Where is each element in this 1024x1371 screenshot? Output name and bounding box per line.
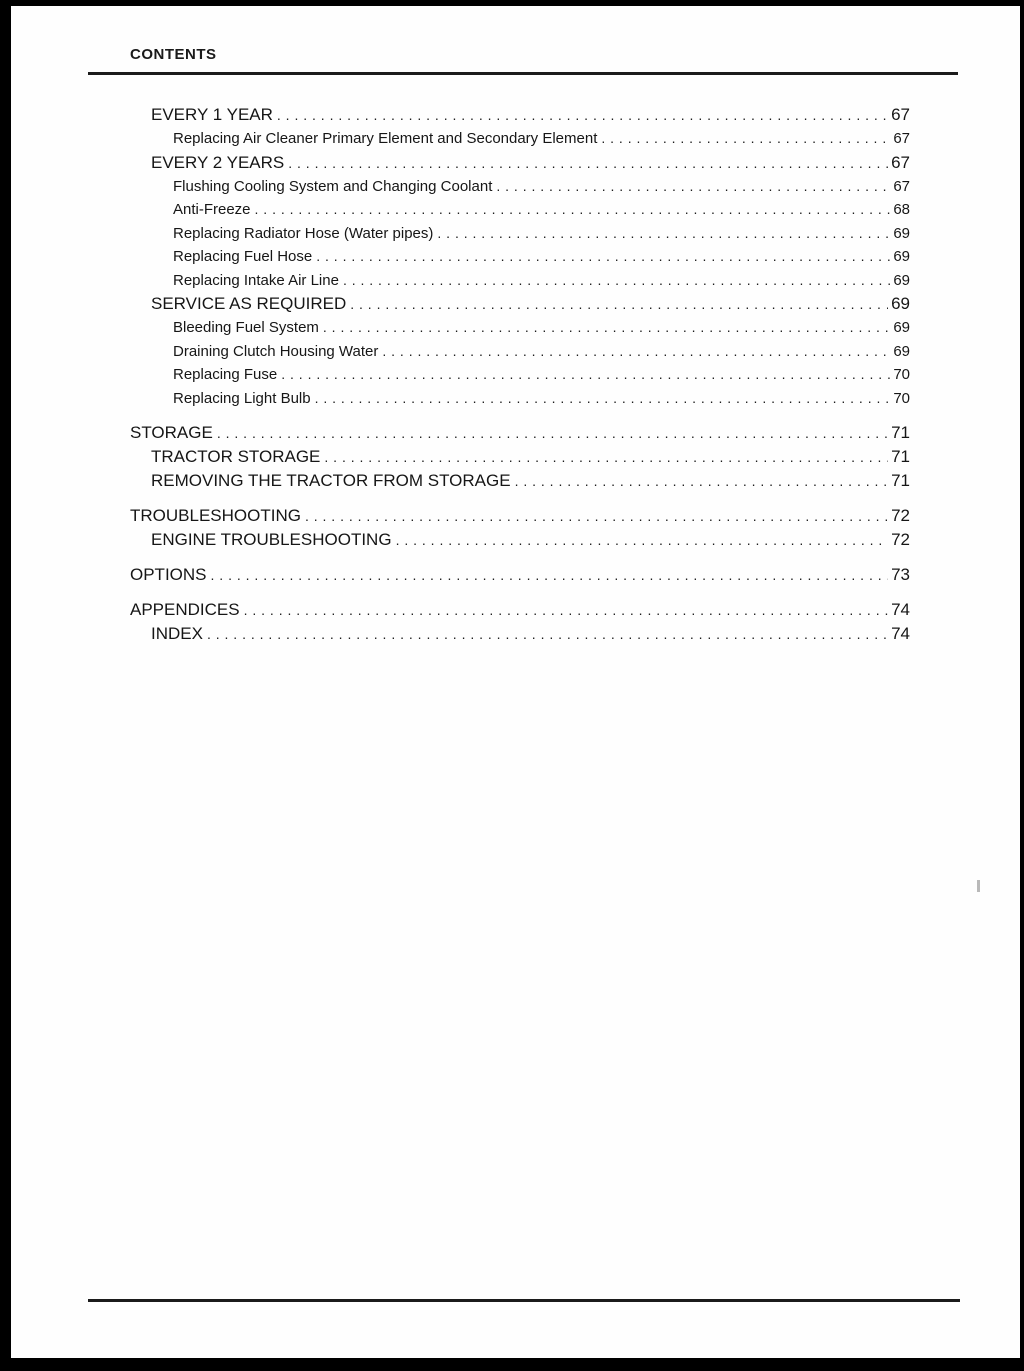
toc-entry-label: Replacing Light Bulb [173,389,311,407]
dot-leader [601,127,890,151]
toc-entry [130,445,910,469]
toc-entry [130,316,910,340]
toc-entry-page: 74 [891,624,910,643]
toc-entry [130,127,910,151]
dot-leader [305,504,888,528]
toc-entry-page: 69 [893,224,910,242]
toc-entry [130,198,910,222]
toc-entry [130,363,910,387]
toc-entry-label: EVERY 1 YEAR [151,105,273,124]
toc-entry-page: 71 [891,423,910,442]
toc-entry-page: 67 [891,105,910,124]
toc-entry [130,151,910,175]
toc-entry-page: 69 [893,248,910,265]
dot-leader [323,316,890,340]
toc-entry-page: 68 [893,201,910,218]
dot-leader [288,151,888,175]
toc-entry-label: REMOVING THE TRACTOR FROM STORAGE [151,471,511,490]
dot-leader [437,222,890,246]
toc-entry-page: 70 [893,389,910,407]
toc-entry-label: ENGINE TROUBLESHOOTING [151,530,392,549]
toc-list [130,103,910,646]
header-rule [88,72,958,75]
dot-leader [281,363,890,387]
toc-entry [130,245,910,269]
dot-leader [277,103,888,127]
toc-entry [130,421,910,445]
toc-entry-label: Replacing Fuse [173,366,278,383]
dot-leader [217,421,888,445]
toc-entry-page: 71 [891,471,910,490]
toc-entry [130,222,910,246]
toc-entry-label: EVERY 2 YEARS [151,152,285,172]
toc-entry-label: OPTIONS [130,565,207,584]
toc-entry-page: 74 [891,600,910,619]
dot-leader [211,563,889,587]
toc-entry [130,340,910,364]
toc-entry-page: 67 [893,177,910,195]
toc-entry [130,598,910,622]
toc-entry [130,528,910,552]
toc-entry-page: 72 [891,506,910,525]
toc-entry-page: 72 [891,530,910,549]
dot-leader [316,245,890,269]
toc-entry-page: 73 [891,565,910,584]
toc-entry-label: Replacing Intake Air Line [173,271,339,289]
toc-entry-page: 69 [893,271,910,289]
toc-entry-page: 67 [893,130,910,147]
toc-entry-label: SERVICE AS REQUIRED [151,294,347,313]
dot-leader [350,292,888,316]
toc-entry [130,175,910,199]
toc-entry-page: 69 [893,342,910,360]
toc-entry-page: 70 [893,366,910,383]
toc-entry [130,504,910,528]
document-page [11,6,1020,1358]
toc-entry-label: Flushing Cooling System and Changing Coolant [173,177,493,195]
dot-leader [207,622,888,646]
dot-leader [396,528,889,552]
dot-leader [343,269,890,293]
toc-entry [130,269,910,293]
toc-entry-label: Draining Clutch Housing Water [173,342,379,360]
toc-entry-page: 71 [891,447,910,466]
scan-artifact [977,880,980,892]
toc-entry-label: INDEX [151,624,203,643]
toc-entry-label: STORAGE [130,423,213,442]
toc-entry-page: 69 [893,319,910,336]
toc-entry-label: Replacing Radiator Hose (Water pipes) [173,224,434,242]
footer-rule [88,1299,960,1302]
toc-entry [130,469,910,493]
toc-entry-page: 69 [891,294,910,313]
dot-leader [244,598,888,622]
toc-entry-label: Bleeding Fuel System [173,319,319,336]
toc-entry-label: TRACTOR STORAGE [151,447,321,466]
toc-entry [130,563,910,587]
dot-leader [515,469,889,493]
toc-entry-label: TROUBLESHOOTING [130,506,301,525]
toc-entry [130,103,910,127]
toc-entry [130,387,910,411]
dot-leader [324,445,888,469]
dot-leader [255,198,891,222]
toc-entry-label: Replacing Fuel Hose [173,248,313,265]
dot-leader [315,387,891,411]
toc-entry-label: Replacing Air Cleaner Primary Element and Secondary Element [173,130,598,147]
toc-entry-label: Anti-Freeze [173,201,251,218]
toc-entry [130,292,910,316]
toc-entry-label: APPENDICES [130,600,240,619]
toc-entry [130,622,910,646]
toc-entry-page: 67 [891,152,910,172]
dot-leader [382,340,890,364]
page-header-title: CONTENTS [130,46,217,63]
dot-leader [496,175,890,199]
